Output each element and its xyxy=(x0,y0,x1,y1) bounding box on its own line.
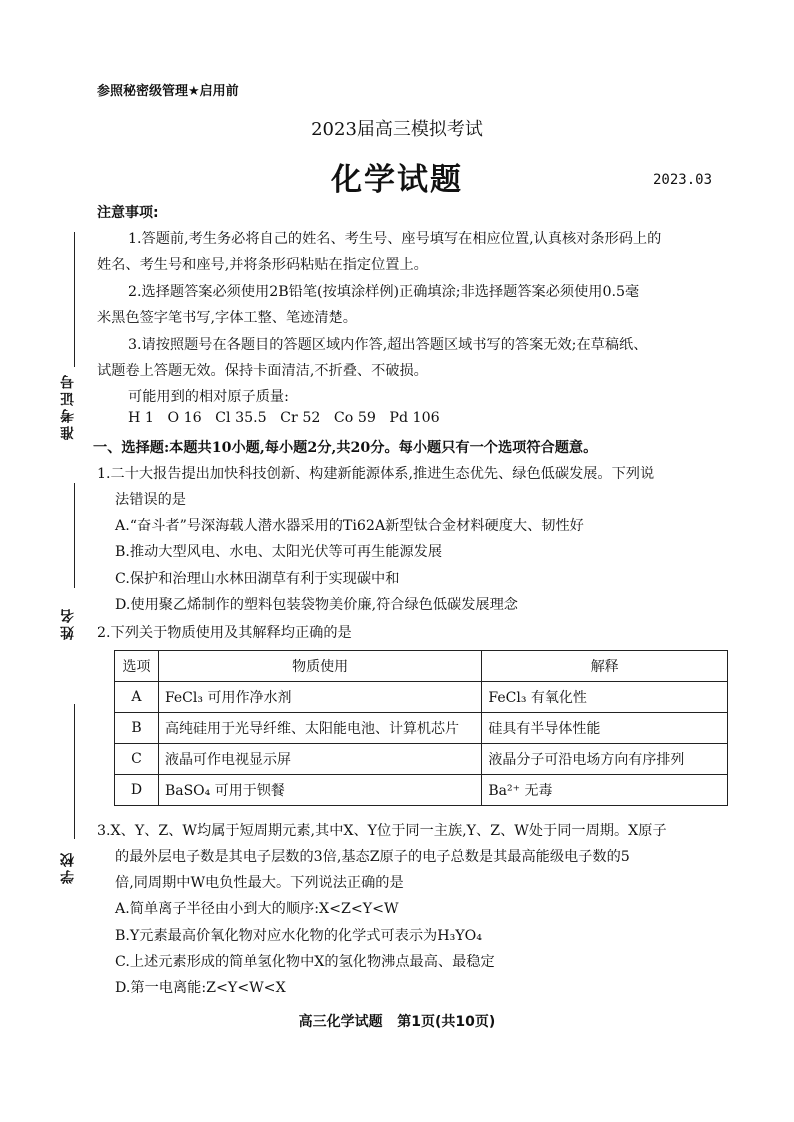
row-use: 液晶可作电视显示屏 xyxy=(158,744,481,775)
row-explanation: Ba²⁺ 无毒 xyxy=(482,775,728,806)
notice-item-2-cont: 米黑色签字笔书写,字体工整、笔迹清楚。 xyxy=(97,310,357,326)
table-row xyxy=(115,682,728,713)
q3-option-b: B.Y元素最高价氧化物对应水化物的化学式可表示为H₃YO₄ xyxy=(115,928,482,944)
row-explanation: 液晶分子可沿电场方向有序排列 xyxy=(482,744,728,775)
q1-option-b: B.推动大型风电、水电、太阳光伏等可再生能源发展 xyxy=(115,544,443,560)
row-option: A xyxy=(115,682,159,713)
sidebar-rule xyxy=(74,232,75,367)
q1-option-a: A.“奋斗者”号深海载人潜水器采用的Ti62A新型钛合金材料硬度大、韧性好 xyxy=(115,518,584,534)
q3-option-a: A.简单离子半径由小到大的顺序:X<Z<Y<W xyxy=(115,901,399,917)
exam-title: 2023届高三模拟考试 xyxy=(311,119,483,140)
q3-stem-cont: 倍,同周期中W电负性最大。下列说法正确的是 xyxy=(115,875,404,891)
row-option: D xyxy=(115,775,159,806)
q1-stem: 1.二十大报告提出加快科技创新、构建新能源体系,推进生态优先、绿色低碳发展。下列说 xyxy=(97,466,655,482)
q1-stem-cont: 法错误的是 xyxy=(115,492,186,508)
table-header: 物质使用 xyxy=(158,651,481,682)
section-heading: 一、选择题:本题共10小题,每小题2分,共20分。每小题只有一个选项符合题意。 xyxy=(93,440,598,456)
q1-option-c: C.保护和治理山水林田湖草有利于实现碳中和 xyxy=(115,571,400,587)
q3-option-d: D.第一电离能:Z<Y<W<X xyxy=(115,980,286,996)
row-use: FeCl₃ 可用作净水剂 xyxy=(158,682,481,713)
atomic-mass-label: 可能用到的相对原子质量: xyxy=(128,389,289,405)
row-option: C xyxy=(115,744,159,775)
q2-table xyxy=(114,650,728,806)
notice-item-1-cont: 姓名、考生号和座号,并将条形码粘贴在指定位置上。 xyxy=(97,257,428,273)
sidebar-rule xyxy=(74,704,75,839)
sidebar-rule xyxy=(74,483,75,588)
table-header: 选项 xyxy=(115,651,159,682)
exam-date: 2023.03 xyxy=(653,172,713,188)
table-row xyxy=(115,713,728,744)
school-label: 学校 xyxy=(60,850,76,884)
notice-item-1: 1.答题前,考生务必将自己的姓名、考生号、座号填写在相应位置,认真核对条形码上的 xyxy=(128,231,662,247)
notice-item-2: 2.选择题答案必须使用2B铅笔(按填涂样例)正确填涂;非选择题答案必须使用0.5毫 xyxy=(128,284,640,300)
name-label: 姓名 xyxy=(60,606,76,640)
table-header-row xyxy=(115,651,728,682)
row-use: BaSO₄ 可用于钡餐 xyxy=(158,775,481,806)
notice-heading: 注意事项: xyxy=(97,205,159,221)
row-option: B xyxy=(115,713,159,744)
table-header: 解释 xyxy=(482,651,728,682)
subject-title: 化学试题 xyxy=(331,162,463,198)
page-footer: 高三化学试题 第1页(共10页) xyxy=(298,1014,496,1030)
exam-number-label: 准考证号 xyxy=(60,372,76,440)
q2-stem: 2.下列关于物质使用及其解释均正确的是 xyxy=(97,625,352,641)
q3-stem-cont: 的最外层电子数是其电子层数的3倍,基态Z原子的电子总数是其最高能级电子数的5 xyxy=(115,849,630,865)
table-row xyxy=(115,775,728,806)
notice-item-3-cont: 试题卷上答题无效。保持卡面清洁,不折叠、不破损。 xyxy=(97,363,428,379)
confidentiality-note: 参照秘密级管理★启用前 xyxy=(97,84,239,99)
q3-option-c: C.上述元素形成的简单氢化物中X的氢化物沸点最高、最稳定 xyxy=(115,954,495,970)
atomic-mass-list: H 1 O 16 Cl 35.5 Cr 52 Co 59 Pd 106 xyxy=(128,410,440,426)
table-row xyxy=(115,744,728,775)
row-explanation: FeCl₃ 有氧化性 xyxy=(482,682,728,713)
row-explanation: 硅具有半导体性能 xyxy=(482,713,728,744)
notice-item-3: 3.请按照题号在各题目的答题区域内作答,超出答题区域书写的答案无效;在草稿纸、 xyxy=(128,337,648,353)
row-use: 高纯硅用于光导纤维、太阳能电池、计算机芯片 xyxy=(158,713,481,744)
q3-stem: 3.X、Y、Z、W均属于短周期元素,其中X、Y位于同一主族,Y、Z、W处于同一周期。X原子 xyxy=(97,823,667,839)
q1-option-d: D.使用聚乙烯制作的塑料包装袋物美价廉,符合绿色低碳发展理念 xyxy=(115,597,518,613)
